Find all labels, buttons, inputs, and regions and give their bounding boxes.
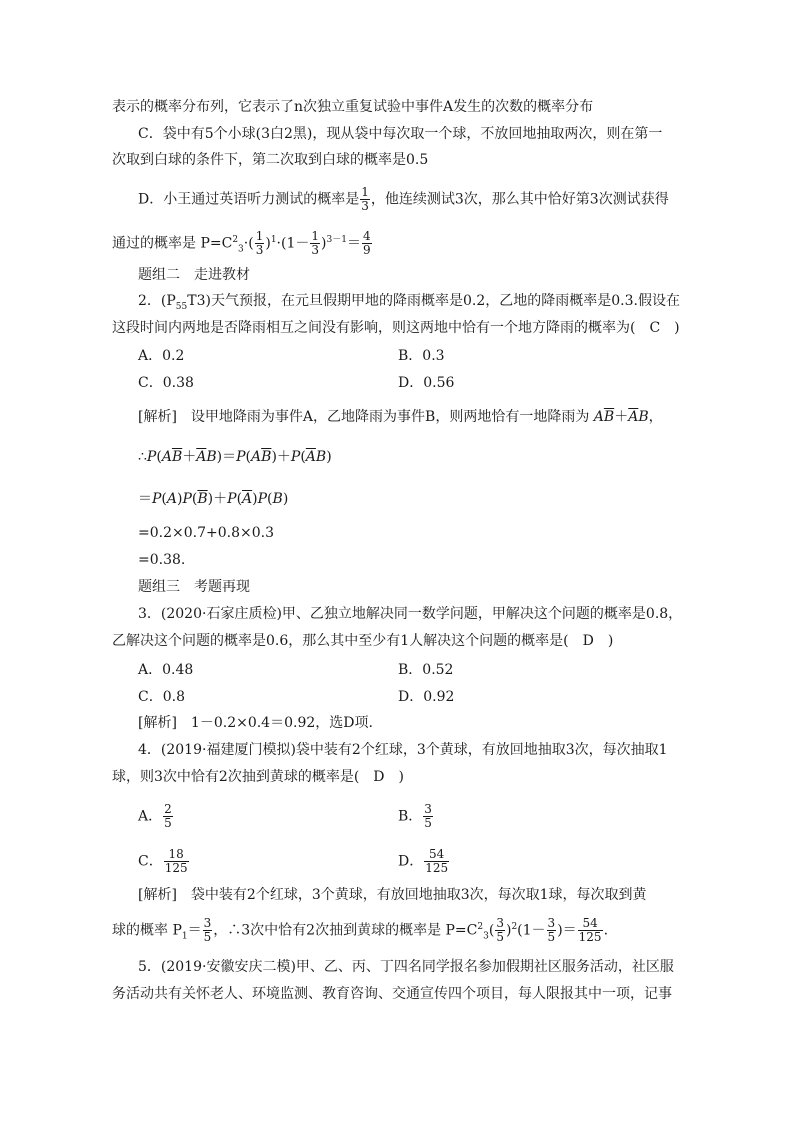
- option-c: C． $\frac{18}{125}$: [138, 847, 188, 875]
- option-d-text-b: ，他连续测试3次，那么其中恰好第3次测试获得: [370, 191, 669, 208]
- solution-4-line-2: 球的概率 $P_1=$ $\frac{3}{5}$ ，∴3次中恰有2次抽到黄球的概率是 $P=C^2_3$( $\frac{3}{5}$ )$^2$(1－ $\frac{3}{5}$ )＝ $\frac{54}{125}$ .: [112, 916, 609, 944]
- option-c-line-1: C．袋中有5个小球(3白2黑)，现从袋中每次取一个球，不放回地抽取两次，则在第一: [138, 126, 663, 142]
- question-2-line-2: 这段时间内两地是否降雨相互之间没有影响，则这两地中恰有一个地方降雨的概率为( C ): [112, 320, 680, 336]
- option-d-text-a: D．小王通过英语听力测试的概率是: [138, 191, 360, 208]
- option-b: B．0.3: [398, 348, 445, 364]
- section-heading-group-3: 题组三 考题再现: [138, 579, 250, 595]
- question-3-line-2: 乙解决这个问题的概率是0.6，那么其中至少有1人解决这个问题的概率是( D ): [112, 633, 614, 649]
- question-5-line-2: 务活动共有关怀老人、环境监测、教育咨询、交通宣传四个项目，每人限报其中一项，记事: [112, 986, 672, 1002]
- option-c-line-2: 次取到白球的条件下，第二次取到白球的概率是0.5: [112, 152, 429, 168]
- solution-2-line-1: [解析] 设甲地降雨为事件A，乙地降雨为事件B，则两地恰有一地降雨为 $A\overline{B}+\overline{A}B$，: [138, 409, 663, 425]
- section-heading-group-2: 题组二 走进教材: [138, 267, 250, 283]
- solution-2-line-3: $=P(A)P(\overline{B})+P(\overline{A})P(B)$: [138, 491, 289, 507]
- option-b: B．0.52: [398, 662, 454, 678]
- option-d: D．0.56: [398, 375, 455, 391]
- option-d-line-1: [138, 186, 669, 213]
- option-d: D． $\frac{54}{125}$: [398, 847, 449, 875]
- option-d-formula-prefix: 通过的概率是 P=C: [112, 235, 233, 252]
- option-d-line-2: 通过的概率是 $P=C^2_3\cdot$( $\frac{1}{3}$ )$^1$·(1－ $\frac{1}{3}$ )$^{3-1}$＝ $\frac{4}{9}$: [112, 229, 371, 257]
- option-c: C．0.38: [138, 375, 194, 391]
- question-5-line-1: 5．(2019·安徽安庆二模)甲、乙、丙、丁四名同学报名参加假期社区服务活动，社区服: [138, 959, 674, 975]
- option-b: B． $\frac{3}{5}$: [398, 802, 432, 830]
- text-line: 表示的概率分布列，它表示了n次独立重复试验中事件A发生的次数的概率分布: [112, 99, 594, 115]
- option-a: A．0.48: [138, 662, 194, 678]
- option-a: A． $\frac{2}{5}$: [138, 802, 172, 830]
- solution-2-line-4: =0.2×0.7+0.8×0.3: [138, 525, 274, 541]
- question-4-line-1: 4．(2019·福建厦门模拟)袋中装有2个红球，3个黄球，有放回地抽取3次，每次抽取1: [138, 742, 668, 758]
- solution-2-line-2: $\therefore P(A\overline{B}+\overline{A}B)=P(A\overline{B})+P(\overline{A}B)$: [138, 449, 332, 465]
- solution-2-line-5: =0.38.: [138, 552, 186, 568]
- option-c: C．0.8: [138, 689, 185, 705]
- solution-3: [解析] 1－0.2×0.4＝0.92，选D项.: [138, 715, 373, 731]
- option-d: D．0.92: [398, 689, 455, 705]
- question-4-line-2: 球，则3次中恰有2次抽到黄球的概率是( D ): [112, 769, 404, 785]
- fraction: $\frac{1}{3}$: [361, 185, 369, 213]
- solution-4-line-1: [解析] 袋中装有2个红球，3个黄球，有放回地抽取3次，每次取1球，每次取到黄: [138, 887, 647, 903]
- question-2-line-1: 2．$(P_{55}T3)$天气预报，在元旦假期甲地的降雨概率是0.2，乙地的降雨概率是0.3.假设在: [138, 293, 680, 312]
- option-a: A．0.2: [138, 348, 185, 364]
- question-3-line-1: 3．(2020·石家庄质检)甲、乙独立地解决同一数学问题，甲解决这个问题的概率是0.8，: [138, 606, 683, 622]
